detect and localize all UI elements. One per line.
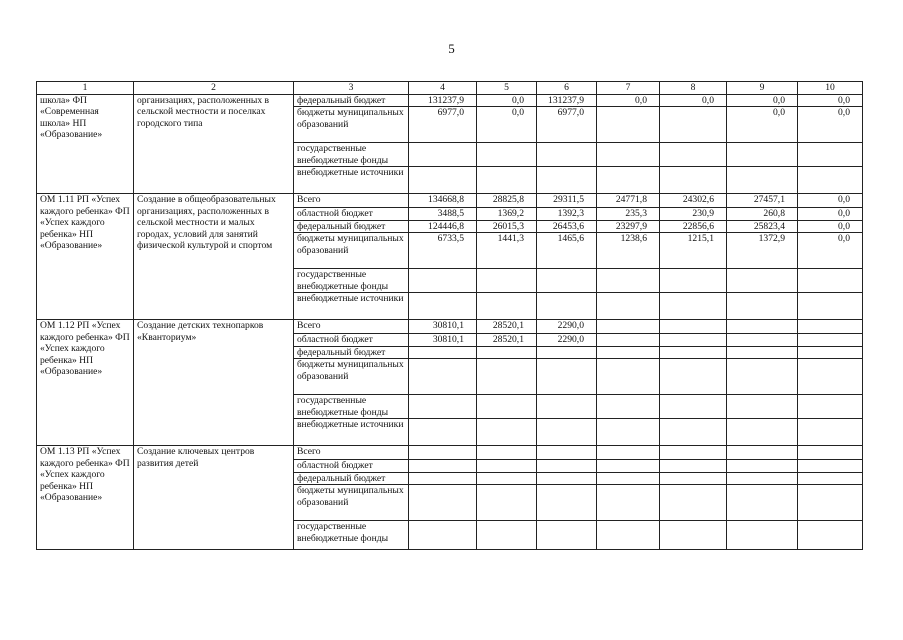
value-cell xyxy=(660,167,727,194)
value-cell: 260,8 xyxy=(727,208,798,221)
value-cell: 23297,9 xyxy=(597,220,660,233)
value-cell xyxy=(660,472,727,485)
column-header: 7 xyxy=(597,82,660,95)
measure-cell: ОМ 1.12 РП «Успех каждого ребенка» ФП «Успех каждого ребенка» НП «Образование» xyxy=(37,320,134,446)
value-cell xyxy=(660,107,727,143)
value-cell xyxy=(660,334,727,347)
value-cell: 1392,3 xyxy=(537,208,597,221)
value-cell: 6977,0 xyxy=(409,107,477,143)
value-cell xyxy=(537,359,597,395)
value-cell xyxy=(409,419,477,446)
value-cell xyxy=(537,472,597,485)
value-cell xyxy=(597,143,660,167)
value-cell: 28825,8 xyxy=(477,194,537,208)
value-cell xyxy=(660,485,727,521)
funding-source-cell: Всего xyxy=(294,194,409,208)
column-header: 8 xyxy=(660,82,727,95)
column-header: 10 xyxy=(798,82,863,95)
value-cell xyxy=(537,167,597,194)
value-cell: 1441,3 xyxy=(477,233,537,269)
value-cell: 0,0 xyxy=(798,220,863,233)
funding-source-cell: Всего xyxy=(294,446,409,460)
value-cell xyxy=(798,446,863,460)
measure-cell: ОМ 1.11 РП «Успех каждого ребенка» ФП «Успех каждого ребенка» НП «Образование» xyxy=(37,194,134,320)
value-cell xyxy=(477,485,537,521)
value-cell: 30810,1 xyxy=(409,320,477,334)
funding-source-cell: федеральный бюджет xyxy=(294,94,409,107)
value-cell xyxy=(597,419,660,446)
table-row xyxy=(37,320,863,334)
value-cell xyxy=(597,269,660,293)
value-cell xyxy=(477,167,537,194)
description-cell: Создание детских технопарков «Кванториум» xyxy=(134,320,294,446)
value-cell xyxy=(798,485,863,521)
funding-source-cell: бюджеты муниципальных образований xyxy=(294,107,409,143)
value-cell xyxy=(409,521,477,550)
value-cell xyxy=(597,472,660,485)
value-cell: 24771,8 xyxy=(597,194,660,208)
value-cell xyxy=(409,269,477,293)
value-cell: 0,0 xyxy=(477,94,537,107)
value-cell xyxy=(597,395,660,419)
value-cell xyxy=(727,167,798,194)
funding-source-cell: внебюджетные источники xyxy=(294,167,409,194)
value-cell xyxy=(798,419,863,446)
funding-source-cell: федеральный бюджет xyxy=(294,220,409,233)
value-cell xyxy=(537,143,597,167)
value-cell xyxy=(537,346,597,359)
value-cell: 0,0 xyxy=(798,94,863,107)
description-cell: Создание в общеобразовательных организациях, расположенных в сельской местности и малых городах, условий для занятий физической культурой и спортом xyxy=(134,194,294,320)
value-cell: 6733,5 xyxy=(409,233,477,269)
value-cell: 1238,6 xyxy=(597,233,660,269)
value-cell xyxy=(537,269,597,293)
value-cell xyxy=(798,346,863,359)
value-cell xyxy=(477,395,537,419)
value-cell: 27457,1 xyxy=(727,194,798,208)
value-cell: 28520,1 xyxy=(477,320,537,334)
funding-source-cell: бюджеты муниципальных образований xyxy=(294,233,409,269)
value-cell: 2290,0 xyxy=(537,334,597,347)
table-row xyxy=(37,194,863,208)
value-cell xyxy=(597,107,660,143)
value-cell xyxy=(727,346,798,359)
column-header: 3 xyxy=(294,82,409,95)
funding-source-cell: государственные внебюджетные фонды xyxy=(294,395,409,419)
value-cell: 0,0 xyxy=(597,94,660,107)
budget-table xyxy=(36,81,863,550)
table-row xyxy=(37,94,863,107)
value-cell xyxy=(727,521,798,550)
value-cell: 131237,9 xyxy=(537,94,597,107)
value-cell xyxy=(727,359,798,395)
funding-source-cell: областной бюджет xyxy=(294,460,409,473)
value-cell: 0,0 xyxy=(798,107,863,143)
value-cell: 0,0 xyxy=(727,107,798,143)
funding-source-cell: государственные внебюджетные фонды xyxy=(294,143,409,167)
value-cell xyxy=(477,472,537,485)
value-cell xyxy=(798,472,863,485)
value-cell xyxy=(409,346,477,359)
value-cell xyxy=(537,446,597,460)
value-cell: 124446,8 xyxy=(409,220,477,233)
value-cell xyxy=(660,419,727,446)
value-cell xyxy=(409,485,477,521)
value-cell xyxy=(597,346,660,359)
value-cell xyxy=(727,320,798,334)
value-cell: 1465,6 xyxy=(537,233,597,269)
value-cell xyxy=(798,293,863,320)
funding-source-cell: федеральный бюджет xyxy=(294,346,409,359)
value-cell xyxy=(477,269,537,293)
value-cell xyxy=(477,359,537,395)
funding-source-cell: областной бюджет xyxy=(294,208,409,221)
column-header: 1 xyxy=(37,82,134,95)
value-cell xyxy=(660,346,727,359)
description-cell: Создание ключевых центров развития детей xyxy=(134,446,294,550)
value-cell xyxy=(727,293,798,320)
value-cell xyxy=(537,293,597,320)
value-cell xyxy=(727,419,798,446)
value-cell xyxy=(477,460,537,473)
funding-source-cell: бюджеты муниципальных образований xyxy=(294,359,409,395)
value-cell: 0,0 xyxy=(798,194,863,208)
value-cell: 0,0 xyxy=(798,208,863,221)
value-cell xyxy=(409,460,477,473)
value-cell xyxy=(597,460,660,473)
value-cell: 25823,4 xyxy=(727,220,798,233)
value-cell: 131237,9 xyxy=(409,94,477,107)
value-cell xyxy=(477,346,537,359)
column-header: 2 xyxy=(134,82,294,95)
measure-cell: школа» ФП «Современная школа» НП «Образование» xyxy=(37,94,134,194)
value-cell xyxy=(477,446,537,460)
value-cell xyxy=(477,143,537,167)
value-cell xyxy=(727,143,798,167)
value-cell: 0,0 xyxy=(727,94,798,107)
value-cell xyxy=(477,419,537,446)
column-header: 4 xyxy=(409,82,477,95)
value-cell xyxy=(660,269,727,293)
value-cell xyxy=(727,485,798,521)
table-row xyxy=(37,446,863,460)
value-cell xyxy=(660,359,727,395)
value-cell xyxy=(798,320,863,334)
value-cell xyxy=(798,521,863,550)
funding-source-cell: федеральный бюджет xyxy=(294,472,409,485)
value-cell: 1369,2 xyxy=(477,208,537,221)
value-cell xyxy=(660,521,727,550)
description-cell: организациях, расположенных в сельской местности и поселках городского типа xyxy=(134,94,294,194)
value-cell xyxy=(409,359,477,395)
value-cell xyxy=(597,320,660,334)
value-cell xyxy=(727,460,798,473)
value-cell xyxy=(660,446,727,460)
value-cell: 22856,6 xyxy=(660,220,727,233)
value-cell: 0,0 xyxy=(477,107,537,143)
value-cell: 24302,6 xyxy=(660,194,727,208)
value-cell xyxy=(727,395,798,419)
value-cell: 30810,1 xyxy=(409,334,477,347)
value-cell xyxy=(798,269,863,293)
value-cell xyxy=(660,460,727,473)
value-cell xyxy=(537,419,597,446)
value-cell xyxy=(409,143,477,167)
value-cell xyxy=(597,446,660,460)
funding-source-cell: внебюджетные источники xyxy=(294,419,409,446)
value-cell: 0,0 xyxy=(798,233,863,269)
value-cell: 2290,0 xyxy=(537,320,597,334)
value-cell xyxy=(727,269,798,293)
header-row xyxy=(37,82,863,95)
value-cell xyxy=(409,395,477,419)
value-cell xyxy=(409,167,477,194)
column-header: 6 xyxy=(537,82,597,95)
funding-source-cell: областной бюджет xyxy=(294,334,409,347)
value-cell: 29311,5 xyxy=(537,194,597,208)
value-cell xyxy=(660,395,727,419)
value-cell xyxy=(597,485,660,521)
value-cell xyxy=(597,334,660,347)
value-cell: 235,3 xyxy=(597,208,660,221)
value-cell xyxy=(660,293,727,320)
value-cell xyxy=(798,395,863,419)
value-cell xyxy=(537,460,597,473)
value-cell xyxy=(798,359,863,395)
value-cell: 6977,0 xyxy=(537,107,597,143)
value-cell xyxy=(597,359,660,395)
value-cell xyxy=(409,472,477,485)
value-cell: 134668,8 xyxy=(409,194,477,208)
value-cell: 0,0 xyxy=(660,94,727,107)
value-cell xyxy=(597,167,660,194)
value-cell xyxy=(537,485,597,521)
value-cell: 26453,6 xyxy=(537,220,597,233)
value-cell xyxy=(409,446,477,460)
page-number: 5 xyxy=(448,41,455,56)
column-header: 9 xyxy=(727,82,798,95)
value-cell xyxy=(537,395,597,419)
value-cell: 26015,3 xyxy=(477,220,537,233)
value-cell xyxy=(798,460,863,473)
value-cell xyxy=(477,521,537,550)
value-cell xyxy=(660,320,727,334)
measure-cell: ОМ 1.13 РП «Успех каждого ребенка» ФП «Успех каждого ребенка» НП «Образование» xyxy=(37,446,134,550)
value-cell: 1372,9 xyxy=(727,233,798,269)
value-cell xyxy=(798,167,863,194)
funding-source-cell: внебюджетные источники xyxy=(294,293,409,320)
value-cell xyxy=(727,334,798,347)
value-cell xyxy=(798,334,863,347)
value-cell xyxy=(727,446,798,460)
value-cell: 3488,5 xyxy=(409,208,477,221)
value-cell xyxy=(597,293,660,320)
value-cell xyxy=(660,143,727,167)
value-cell xyxy=(727,472,798,485)
value-cell xyxy=(409,293,477,320)
value-cell xyxy=(537,521,597,550)
funding-source-cell: бюджеты муниципальных образований xyxy=(294,485,409,521)
column-header: 5 xyxy=(477,82,537,95)
funding-source-cell: государственные внебюджетные фонды xyxy=(294,521,409,550)
value-cell xyxy=(477,293,537,320)
funding-source-cell: государственные внебюджетные фонды xyxy=(294,269,409,293)
value-cell xyxy=(597,521,660,550)
value-cell: 1215,1 xyxy=(660,233,727,269)
value-cell: 230,9 xyxy=(660,208,727,221)
funding-source-cell: Всего xyxy=(294,320,409,334)
value-cell xyxy=(798,143,863,167)
value-cell: 28520,1 xyxy=(477,334,537,347)
